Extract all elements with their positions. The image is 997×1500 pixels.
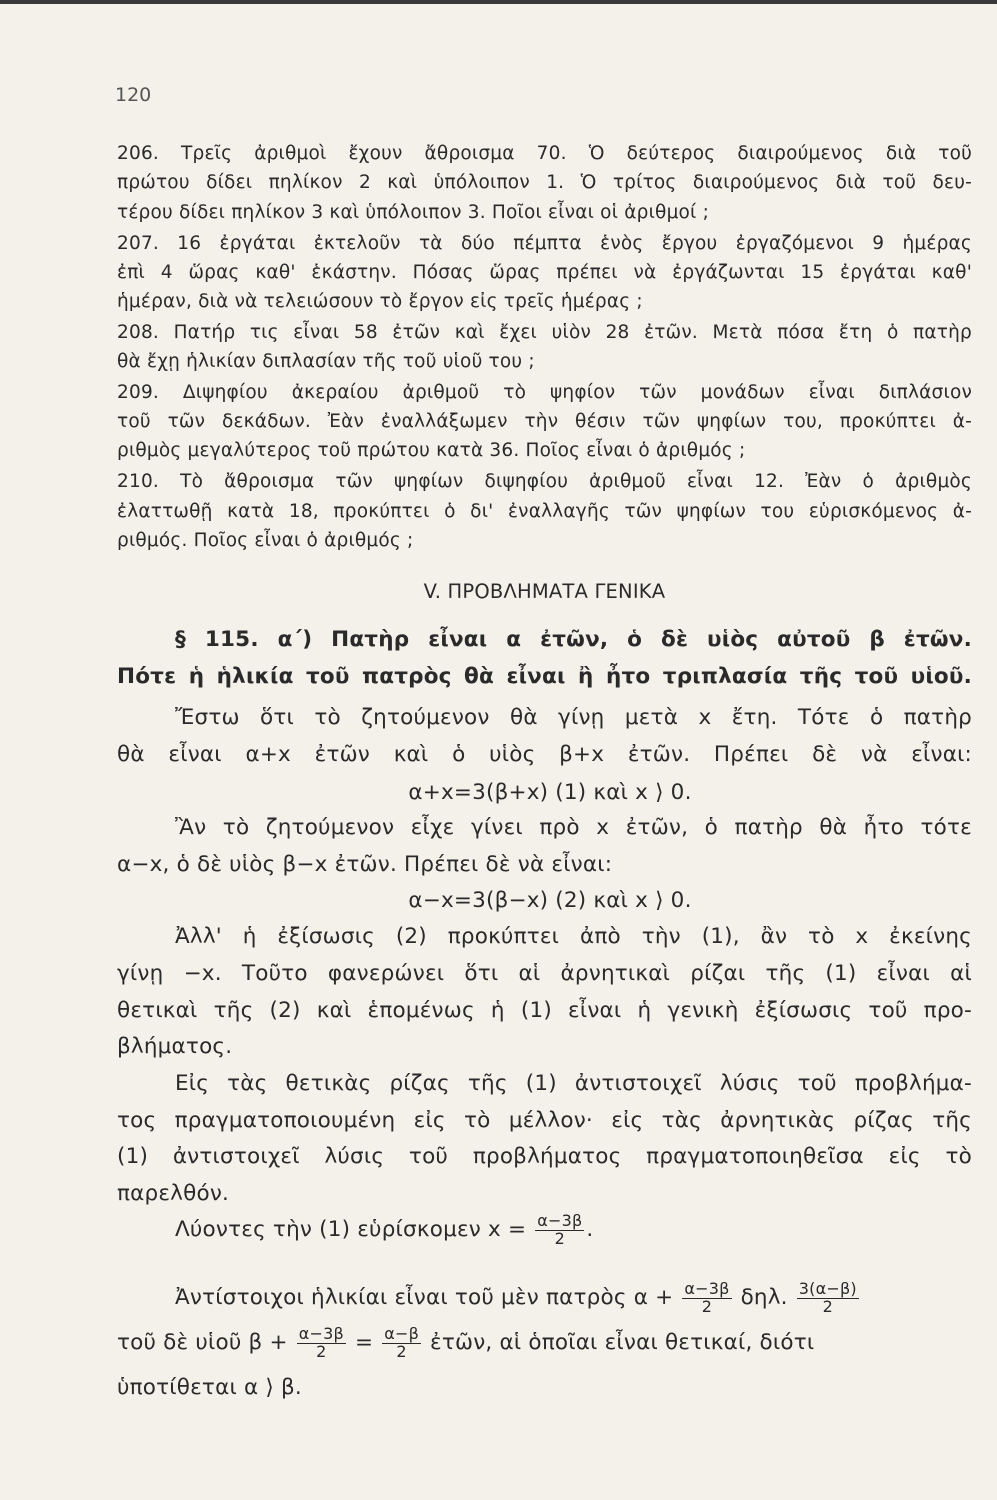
- ages-fraction-2: [797, 1278, 859, 1316]
- body-line-2: θὰ εἶναι α+x ἐτῶν καὶ ὁ υἱὸς β+x ἐτῶν. Πρέπει δὲ νὰ εἶναι:: [117, 742, 972, 767]
- body-line-7: θετικαὶ τῆς (2) καὶ ἑπομένως ἡ (1) εἶναι ἡ γενικὴ ἐξίσωσις τοῦ προ-: [117, 998, 972, 1023]
- fraction-denominator: 2: [554, 1228, 565, 1248]
- fraction-denominator: 2: [701, 1296, 713, 1316]
- fraction-numerator: α−β: [384, 1323, 419, 1343]
- body-line-11: (1) ἀντιστοιχεῖ λύσις τοῦ προβλήματος πραγματοποιηθεῖσα εἰς τὸ: [117, 1144, 972, 1169]
- problem-207-line-2: ἐπὶ 4 ὥρας καθ' ἑκάστην. Πόσας ὥρας πρέπει νὰ ἐργάζωνται 15 ἐργάται καθ': [117, 262, 972, 283]
- problem-209-line-2: τοῦ τῶν δεκάδων. Ἐὰν ἐναλλάξωμεν τὴν θέσιν τῶν ψηφίων του, προκύπτει ἀ-: [117, 411, 972, 432]
- son-equals: =: [354, 1330, 374, 1355]
- problem-210-line-1: 210. Τὸ ἄθροισμα τῶν ψηφίων διψηφίου ἀριθμοῦ εἶναι 12. Ἐὰν ὁ ἀριθμὸς: [117, 471, 972, 492]
- son-text: τοῦ δὲ υἱοῦ β +: [117, 1330, 288, 1355]
- problem-206-line-2: πρώτου δίδει πηλίκον 2 καὶ ὑπόλοιπον 1. Ὁ τρίτος διαιρούμενος διὰ τοῦ δευ-: [117, 172, 972, 193]
- son-fraction-2: [382, 1323, 421, 1361]
- problem-207-line-1: 207. 16 ἐργάται ἐκτελοῦν τὰ δύο πέμπτα ἑνὸς ἔργου ἐργαζόμενοι 9 ἡμέρας: [117, 233, 972, 254]
- equation-2: α−x=3(β−x) (2) καὶ x ⟩ 0.: [408, 888, 692, 913]
- paragraph-title-line-1: § 115. α΄) Πατὴρ εἶναι α ἐτῶν, ὁ δὲ υἱὸς αὐτοῦ β ἐτῶν.: [175, 627, 972, 652]
- fraction-denominator: 2: [316, 1341, 327, 1361]
- body-line-10: τος πραγματοποιουμένη εἰς τὸ μέλλον· εἰς τὰς ἀρνητικὰς ρίζας τῆς: [117, 1108, 972, 1133]
- paragraph-title-line-2: Πότε ἡ ἡλικία τοῦ πατρὸς θὰ εἶναι ἢ ἦτο τριπλασία τῆς τοῦ υἱοῦ.: [117, 664, 972, 689]
- problem-209-line-3: ριθμὸς μεγαλύτερος τοῦ πρώτου κατὰ 36. Ποῖος εἶναι ὁ ἀριθμός ;: [117, 440, 746, 461]
- solve-period: .: [586, 1217, 594, 1242]
- son-fraction-1: [297, 1323, 346, 1361]
- ages-mid-text: δηλ.: [740, 1285, 788, 1310]
- body-line-1: Ἔστω ὅτι τὸ ζητούμενον θὰ γίνῃ μετὰ x ἔτη. Τότε ὁ πατὴρ: [175, 705, 972, 730]
- problem-208-line-1: 208. Πατήρ τις εἶναι 58 ἐτῶν καὶ ἔχει υἱὸν 28 ἐτῶν. Μετὰ πόσα ἔτη ὁ πατὴρ: [117, 322, 972, 343]
- ages-text: Ἀντίστοιχοι ἡλικίαι εἶναι τοῦ μὲν πατρὸς α +: [175, 1285, 674, 1310]
- body-line-6: γίνῃ −x. Τοῦτο φανερώνει ὅτι αἱ ἀρνητικαὶ ρίζαι τῆς (1) εἶναι αἱ: [117, 961, 972, 986]
- fraction-denominator: 2: [396, 1341, 407, 1361]
- body-line-12: παρελθόν.: [117, 1181, 230, 1206]
- page-top-edge: [0, 0, 997, 4]
- son-age-line: [117, 1321, 972, 1365]
- body-last-line: ὑποτίθεται α ⟩ β.: [117, 1375, 302, 1400]
- fraction-numerator: α−3β: [684, 1278, 730, 1298]
- problem-206-line-3: τέρου δίδει πηλίκον 3 καὶ ὑπόλοιπον 3. Ποῖοι εἶναι οἱ ἀριθμοί ;: [117, 202, 710, 223]
- body-line-8: βλήματος.: [117, 1034, 233, 1059]
- equation-1: α+x=3(β+x) (1) καὶ x ⟩ 0.: [408, 780, 692, 805]
- ages-fraction-1: [682, 1278, 731, 1316]
- fraction-numerator: 3(α−β): [798, 1278, 857, 1298]
- problem-210-line-2: ἐλαττωθῇ κατὰ 18, προκύπτει ὁ δι' ἐναλλαγῆς τῶν ψηφίων του εὑρισκόμενος ἀ-: [117, 501, 972, 522]
- body-line-3: Ἂν τὸ ζητούμενον εἶχε γίνει πρὸ x ἐτῶν, ὁ πατὴρ θὰ ἦτο τότε: [175, 815, 972, 840]
- body-line-9: Εἰς τὰς θετικὰς ρίζας τῆς (1) ἀντιστοιχεῖ λύσις τοῦ προβλήμα-: [175, 1071, 972, 1096]
- problem-210-line-3: ριθμός. Ποῖος εἶναι ὁ ἀριθμός ;: [117, 530, 414, 551]
- problem-206-line-1: 206. Τρεῖς ἀριθμοὶ ἔχουν ἄθροισμα 70. Ὁ δεύτερος διαιρούμενος διὰ τοῦ: [117, 143, 972, 164]
- problem-207-line-3: ἡμέραν, διὰ νὰ τελειώσουν τὸ ἔργον εἰς τρεῖς ἡμέρας ;: [117, 291, 643, 312]
- solve-text: Λύοντες τὴν (1) εὑρίσκομεν x =: [175, 1217, 527, 1242]
- fraction-numerator: α−3β: [298, 1323, 344, 1343]
- body-line-5: Ἀλλ' ἡ ἐξίσωσις (2) προκύπτει ἀπὸ τὴν (1), ἂν τὸ x ἐκείνης: [175, 924, 972, 949]
- problem-208-line-2: θὰ ἔχῃ ἡλικίαν διπλασίαν τῆς τοῦ υἱοῦ του ;: [117, 351, 535, 372]
- solve-line: [175, 1208, 972, 1252]
- son-tail-text: ἐτῶν, αἱ ὁποῖαι εἶναι θετικαί, διότι: [430, 1330, 815, 1355]
- solve-fraction: [535, 1210, 584, 1248]
- page-number: 120: [115, 84, 152, 106]
- fraction-denominator: 2: [822, 1296, 833, 1316]
- ages-line: [175, 1276, 972, 1320]
- problem-209-line-1: 209. Διψηφίου ἀκεραίου ἀριθμοῦ τὸ ψηφίον τῶν μονάδων εἶναι διπλάσιον: [117, 382, 972, 403]
- body-line-4: α−x, ὁ δὲ υἱὸς β−x ἐτῶν. Πρέπει δὲ νὰ εἶναι:: [117, 852, 613, 877]
- fraction-numerator: α−3β: [537, 1210, 583, 1230]
- section-heading: V. ΠΡΟΒΛΗΜΑΤΑ ΓΕΝΙΚΑ: [423, 580, 666, 603]
